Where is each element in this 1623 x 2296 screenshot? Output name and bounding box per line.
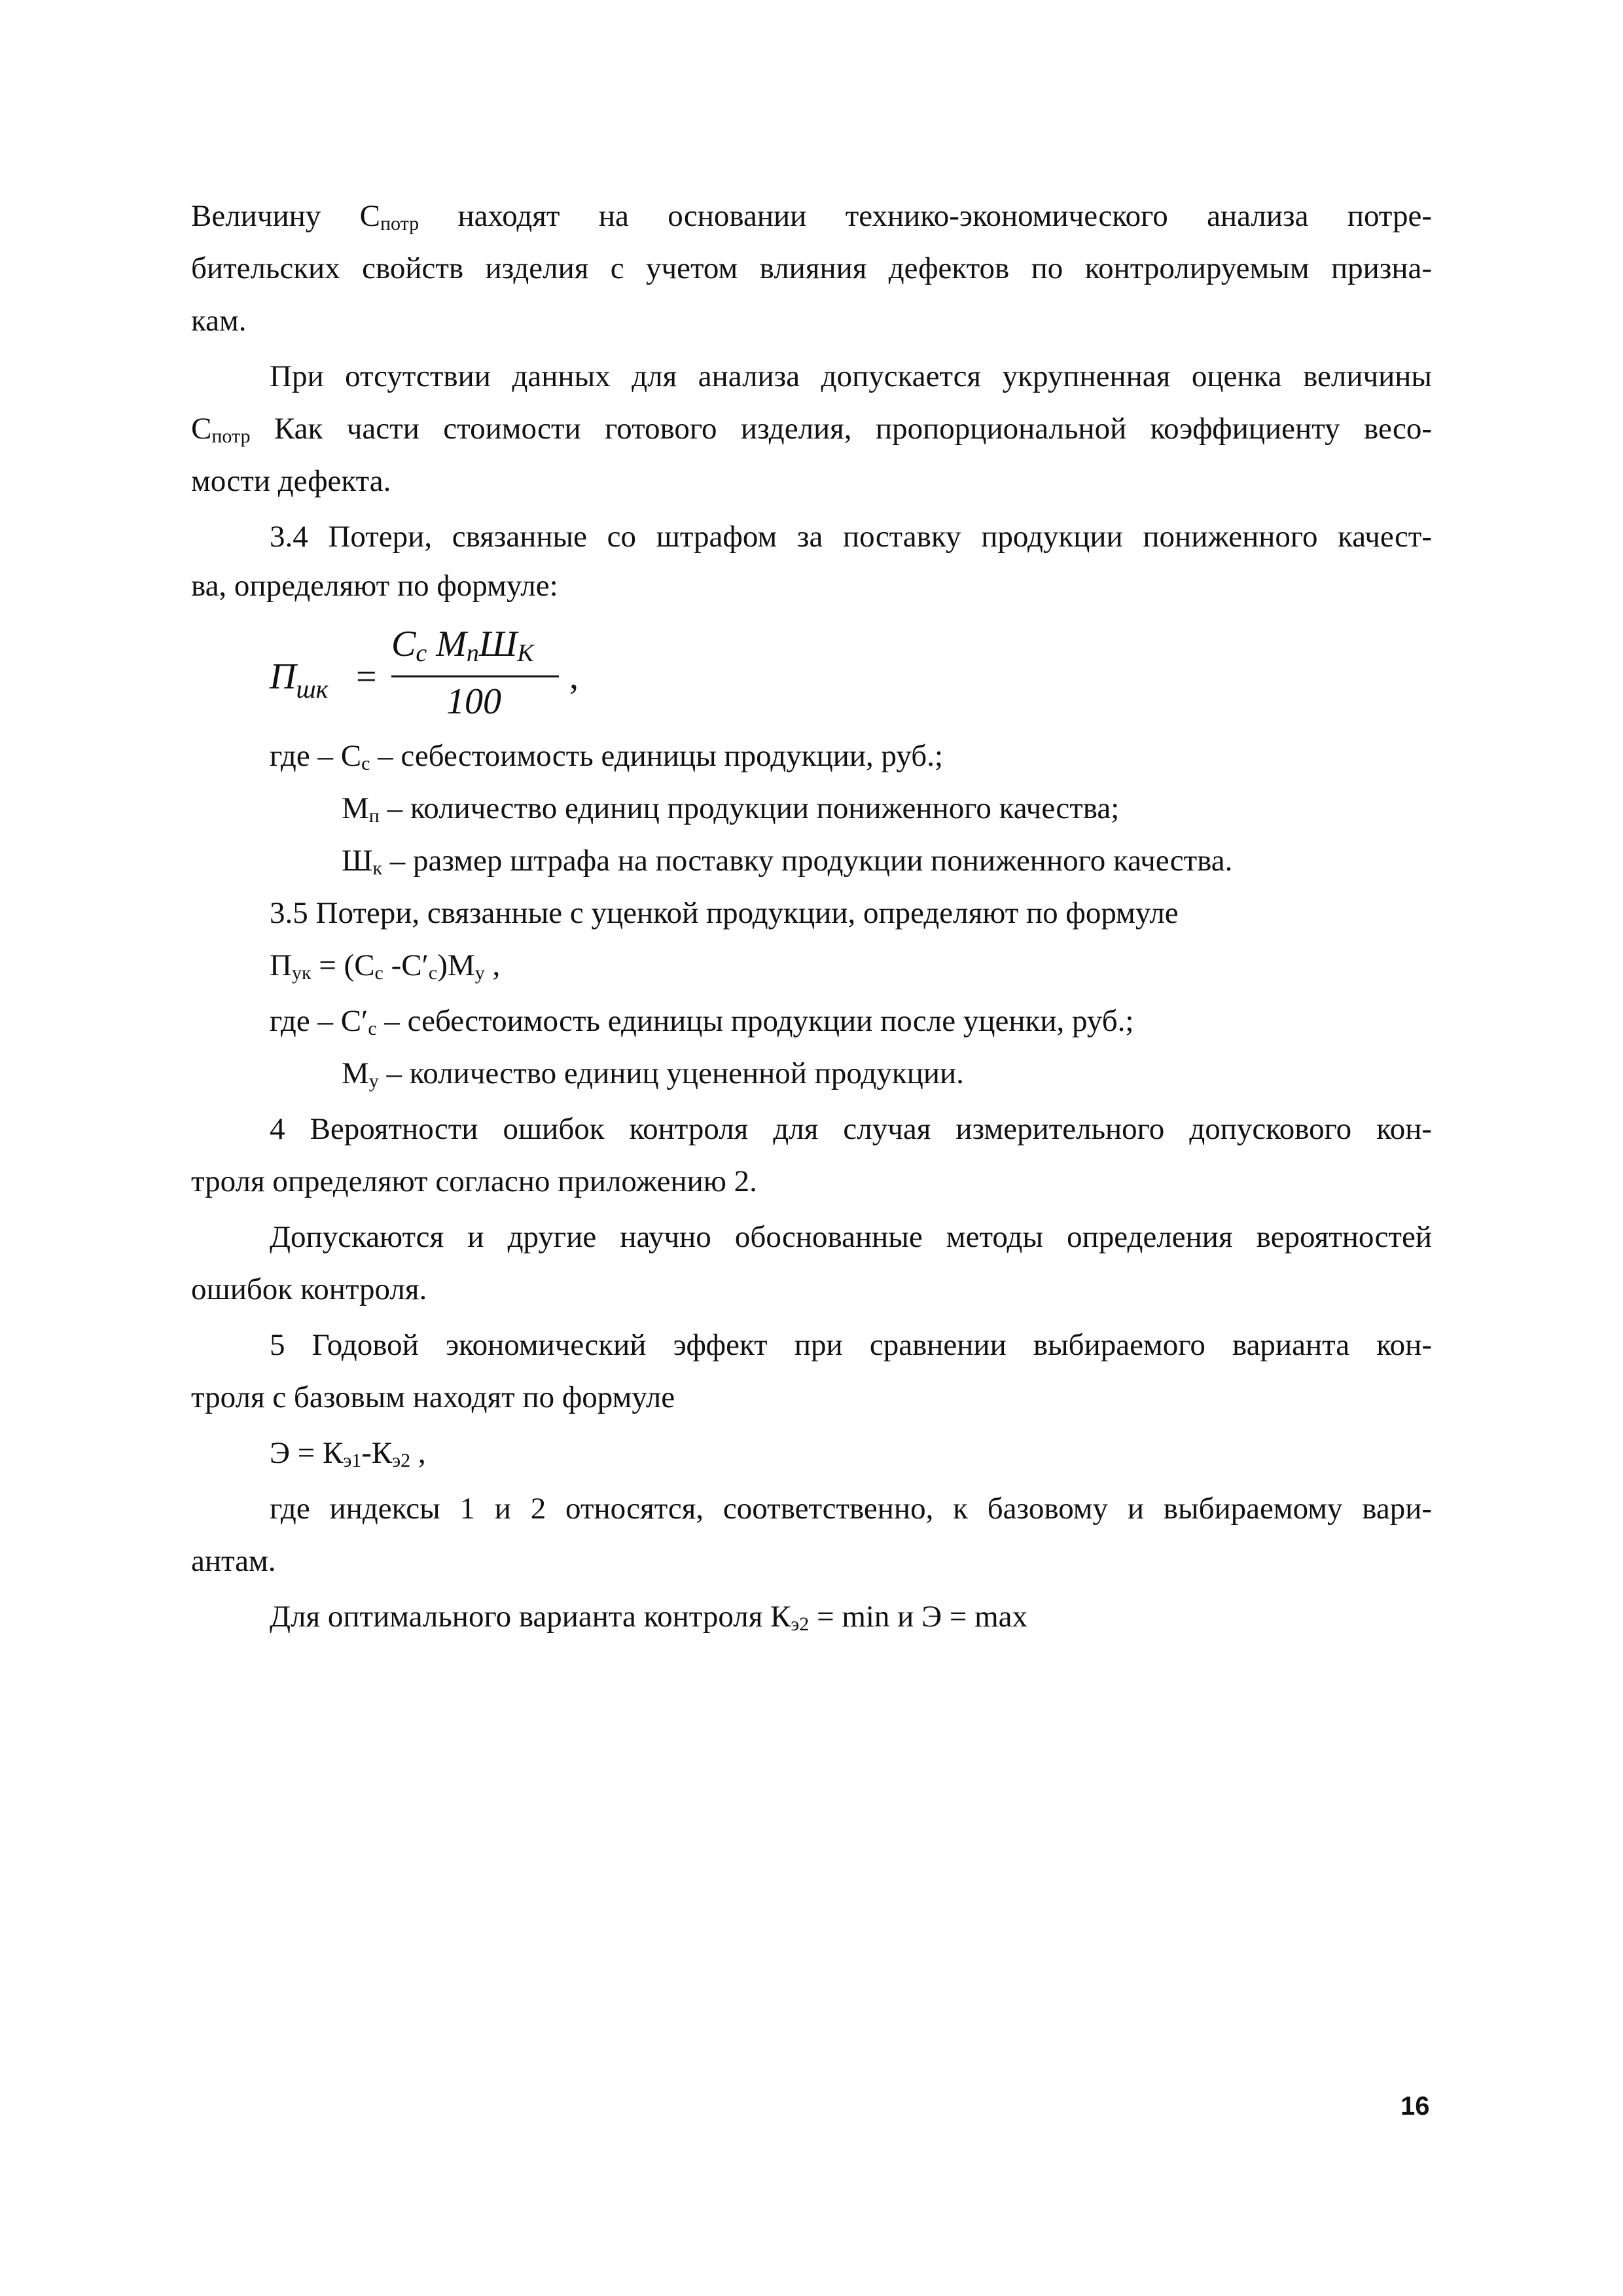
formula-comma: ,	[569, 656, 579, 697]
where-line-1: где – $С_с$ – себестоимость единицы продукции, руб.;	[270, 739, 944, 774]
paragraph-1-line-2: бительских свойств изделия с учетом влияния дефектов по контролируемым призна-	[191, 251, 1432, 285]
paragraph-8-line-2: антам.	[191, 1544, 276, 1578]
formula-equals: =	[356, 656, 377, 697]
paragraph-5-line-1: 4 Вероятности ошибок контроля для случая измерительного допускового кон-	[270, 1112, 1432, 1146]
page-number: 16	[1400, 2092, 1430, 2121]
where-line-2: $М_п$ – количество единиц продукции пониженного качества;	[342, 791, 1120, 827]
paragraph-3-line-2: ва, определяют по формуле:	[191, 569, 558, 603]
paragraph-2-line-2: $С_{потр}$ Как части стоимости готового изделия, пропорциональной коэффициенту весо-	[191, 412, 1432, 447]
formula-numerator: $C_c$ $M_пШ_K$	[391, 624, 534, 667]
paragraph-2-line-1: При отсутствии данных для анализа допускается укрупненная оценка величины	[270, 359, 1432, 393]
where-line-5: $М_у$ – количество единиц уцененной продукции.	[342, 1056, 964, 1092]
paragraph-8-line-1: где индексы 1 и 2 относятся, соответственно, к базовому и выбираемому вари-	[270, 1492, 1432, 1526]
paragraph-9: Для оптимального варианта контроля $К_{э2} = \min и$ Э = max	[270, 1600, 1028, 1635]
where-line-3: $Ш_к$ – размер штрафа на поставку продукции пониженного качества.	[342, 844, 1233, 879]
markdown-loss-formula: $П_{ук} = (С_с$ $-С'_с)М_у$ ,	[270, 948, 501, 984]
paragraph-7-line-2: троля с базовым находят по формуле	[191, 1380, 675, 1414]
paragraph-5-line-2: троля определяют согласно приложению 2.	[191, 1164, 757, 1198]
formula-lhs: $П_{шк}$	[270, 656, 329, 704]
paragraph-6-line-2: ошибок контроля.	[191, 1272, 427, 1306]
penalty-loss-formula	[270, 622, 728, 733]
paragraph-7-line-1: 5 Годовой экономический эффект при сравнении выбираемого варианта кон-	[270, 1328, 1432, 1362]
where-line-4: где – $С'_с$ – себестоимость единицы продукции после уценки, руб.;	[270, 1004, 1134, 1039]
paragraph-6-line-1: Допускаются и другие научно обоснованные методы определения вероятностей	[270, 1220, 1432, 1254]
paragraph-2-line-3: мости дефекта.	[191, 464, 391, 498]
paragraph-3-line-1: 3.4 Потери, связанные со штрафом за поставку продукции пониженного качест-	[270, 520, 1432, 554]
paragraph-1-line-1: Величину $С_{потр}$ находят на основании технико-экономического анализа потре-	[191, 199, 1433, 234]
paragraph-4: 3.5 Потери, связанные с уценкой продукции, определяют по формуле	[270, 896, 1179, 930]
paragraph-1-line-3: кам.	[191, 304, 247, 338]
annual-effect-formula: $Э = К_{э1}-К_{э2}$ ,	[270, 1436, 426, 1471]
fraction-bar	[391, 675, 559, 677]
formula-denominator: 100	[446, 681, 501, 722]
